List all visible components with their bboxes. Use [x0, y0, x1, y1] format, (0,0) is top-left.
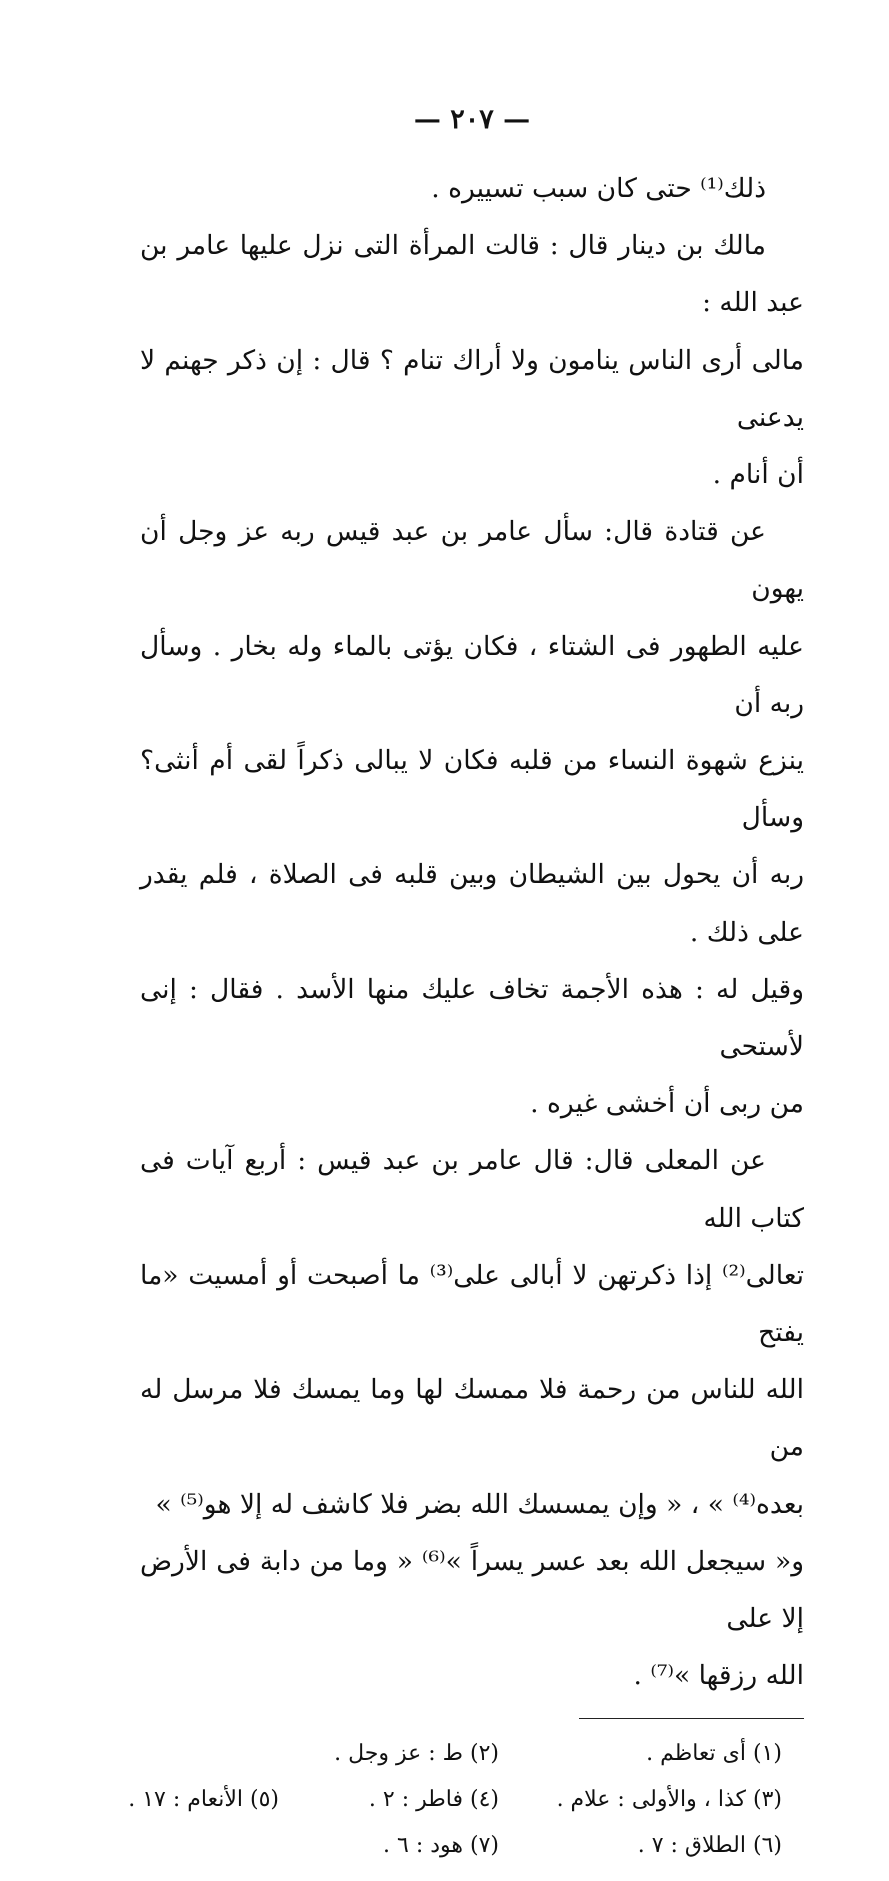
- footnote-row: [140, 1731, 804, 1777]
- text-line-15: و« سيجعل الله بعد عسر يسراً »⁽⁶⁾ « وما من دابة فى الأرض إلا على: [140, 1545, 805, 1635]
- text-line-3: مالى أرى الناس ينامون ولا أراك تنام ؟ قال : إن ذكر جهنم لا يدعنى: [140, 344, 804, 433]
- text-line-4: أن أنام .: [712, 459, 804, 491]
- main-text: [140, 160, 804, 1704]
- text-line-12: تعالى⁽²⁾ إذا ذكرتهن لا أبالى على⁽³⁾ ما أصبحت أو أمسيت «ما يفتح: [140, 1259, 804, 1349]
- page-number: — ٢٠٧ —: [413, 104, 531, 135]
- footnote-7: (٧) هود : ٦ .: [383, 1833, 499, 1859]
- text-line-11: عن المعلى قال: قال عامر بن عبد قيس : أربع آيات فى كتاب الله: [140, 1145, 804, 1234]
- text-line-13: الله للناس من رحمة فلا ممسك لها وما يمسك فلا مرسل له من: [140, 1374, 804, 1463]
- footnote-row: [140, 1823, 804, 1869]
- footnote-5: (٥) الأنعام : ١٧ .: [128, 1787, 279, 1813]
- text-line-2: مالك بن دينار قال : قالت المرأة التى نزل عليها عامر بن عبد الله :: [140, 230, 804, 319]
- text-line-7: ينزع شهوة النساء من قلبه فكان لا يبالى ذكراً لقى أم أنثى؟ وسأل: [140, 745, 804, 834]
- footnote-row: [128, 1777, 804, 1823]
- text-line-1: ذلك⁽¹⁾ حتى كان سبب تسييره .: [431, 173, 766, 204]
- footnote-1: (١) أى تعاظم .: [646, 1741, 782, 1767]
- text-line-6: عليه الطهور فى الشتاء ، فكان يؤتى بالماء وله بخار . وسأل ربه أن: [140, 630, 804, 719]
- text-line-10: من ربى أن أخشى غيره .: [530, 1088, 804, 1120]
- footnote-divider: [579, 1718, 804, 1719]
- footnote-2: (٢) ط : عز وجل .: [334, 1741, 499, 1767]
- text-line-9: وقيل له : هذه الأجمة تخاف عليك منها الأسد . فقال : إنى لأستحى: [140, 973, 804, 1063]
- text-line-5: عن قتادة قال: سأل عامر بن عبد قيس ربه عز وجل أن يهون: [140, 516, 804, 605]
- text-line-16: الله رزقها »⁽⁷⁾ .: [633, 1660, 804, 1692]
- text-line-8: ربه أن يحول بين الشيطان وبين قلبه فى الصلاة ، فلم يقدر على ذلك .: [140, 859, 804, 948]
- footnote-6: (٦) الطلاق : ٧ .: [637, 1833, 782, 1859]
- footnote-4: (٤) فاطر : ٢ .: [368, 1787, 499, 1813]
- footnotes: [128, 1731, 804, 1881]
- footnote-3: (٣) كذا ، والأولى : علام .: [556, 1787, 782, 1813]
- text-line-14: بعده⁽⁴⁾ » ، « وإن يمسسك الله بضر فلا كاشف له إلا هو⁽⁵⁾ »: [155, 1488, 804, 1520]
